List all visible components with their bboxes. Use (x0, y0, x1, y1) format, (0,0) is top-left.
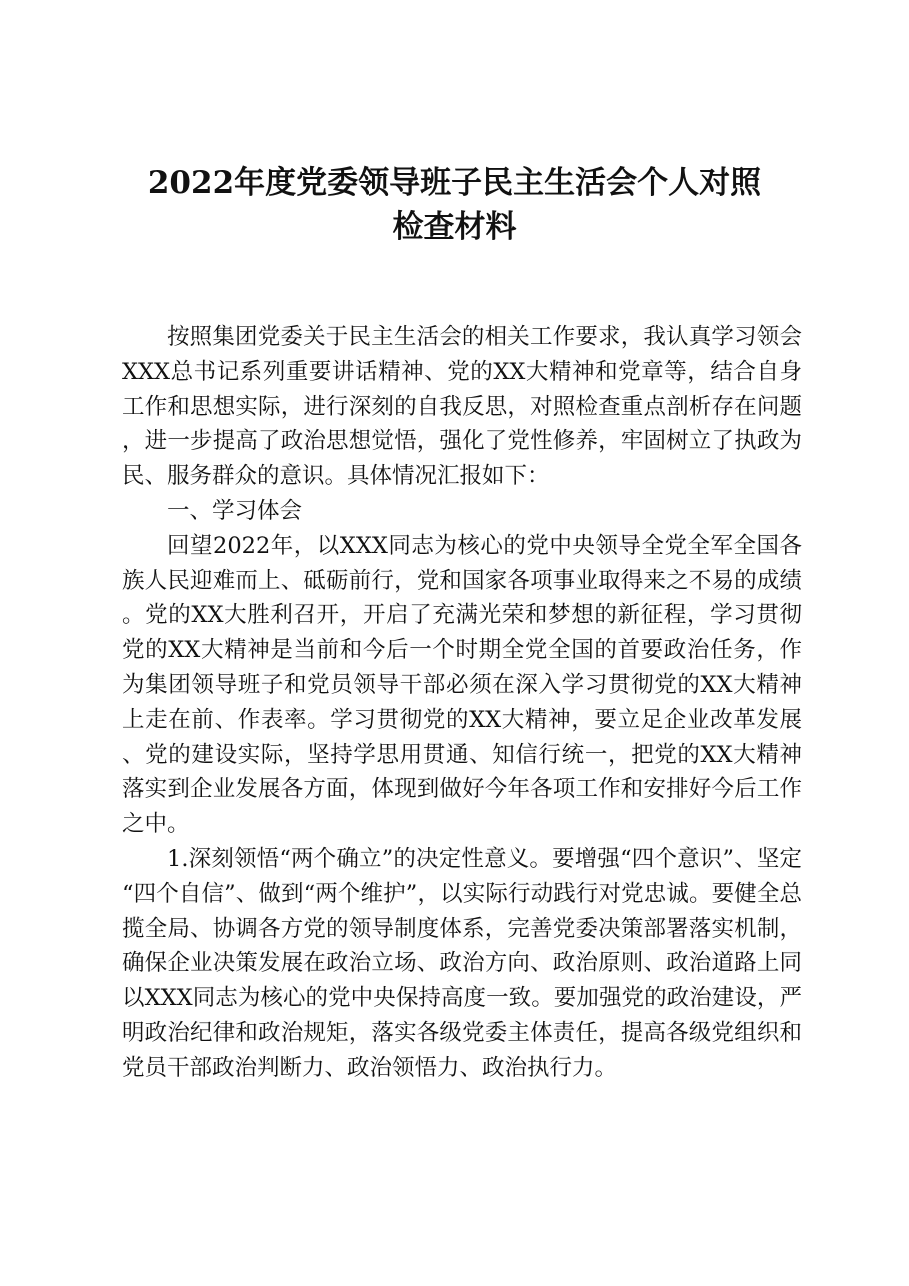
document-title-line2: 检查材料 (392, 209, 517, 245)
document-title-line1: 2022年度党委领导班子民主生活会个人对照 (147, 165, 762, 201)
intro-paragraph: 按照集团党委关于民主生活会的相关工作要求，我认真学习领会XXX总书记系列重要讲话精神、党的XX大精神和党章等，结合自身工作和思想实际，进行深刻的自我反思，对照检查重点剖析存在问题，进一步提高了政治思想觉悟，强化了党性修养，牢固树立了执政为民、服务群众的意识。具体情况汇报如下： (122, 324, 802, 490)
section-heading-learning: 一、学习体会 (167, 497, 303, 524)
document-body (122, 320, 802, 1086)
list-item-1: 1.深刻领悟“两个确立”的决定性意义。要增强“四个意识”、坚定“四个自信”、做到“两个维护”，以实际行动践行对党忠诚。要健全总揽全局、协调各方党的领导制度体系，完善党委决策部署落实机制，确保企业决策发展在政治立场、政治方向、政治原则、政治道路上同以XXX同志为核心的党中央保持高度一致。要加强党的政治建设，严明政治纪律和政治规矩，落实各级党委主体责任，提高各级党组织和党员干部政治判断力、政治领悟力、政治执行力。 (122, 845, 802, 1081)
section-paragraph-review: 回望2022年，以XXX同志为核心的党中央领导全党全军全国各族人民迎难而上、砥砺前行，党和国家各项事业取得来之不易的成绩。党的XX大胜利召开，开启了充满光荣和梦想的新征程，学习贯彻党的XX大精神是当前和今后一个时期全党全国的首要政治任务，作为集团领导班子和党员领导干部必须在深入学习贯彻党的XX大精神上走在前、作表率。学习贯彻党的XX大精神，要立足企业改革发展、党的建设实际，坚持学思用贯通、知信行统一，把党的XX大精神落实到企业发展各方面，体现到做好今年各项工作和安排好今后工作之中。 (122, 532, 802, 838)
